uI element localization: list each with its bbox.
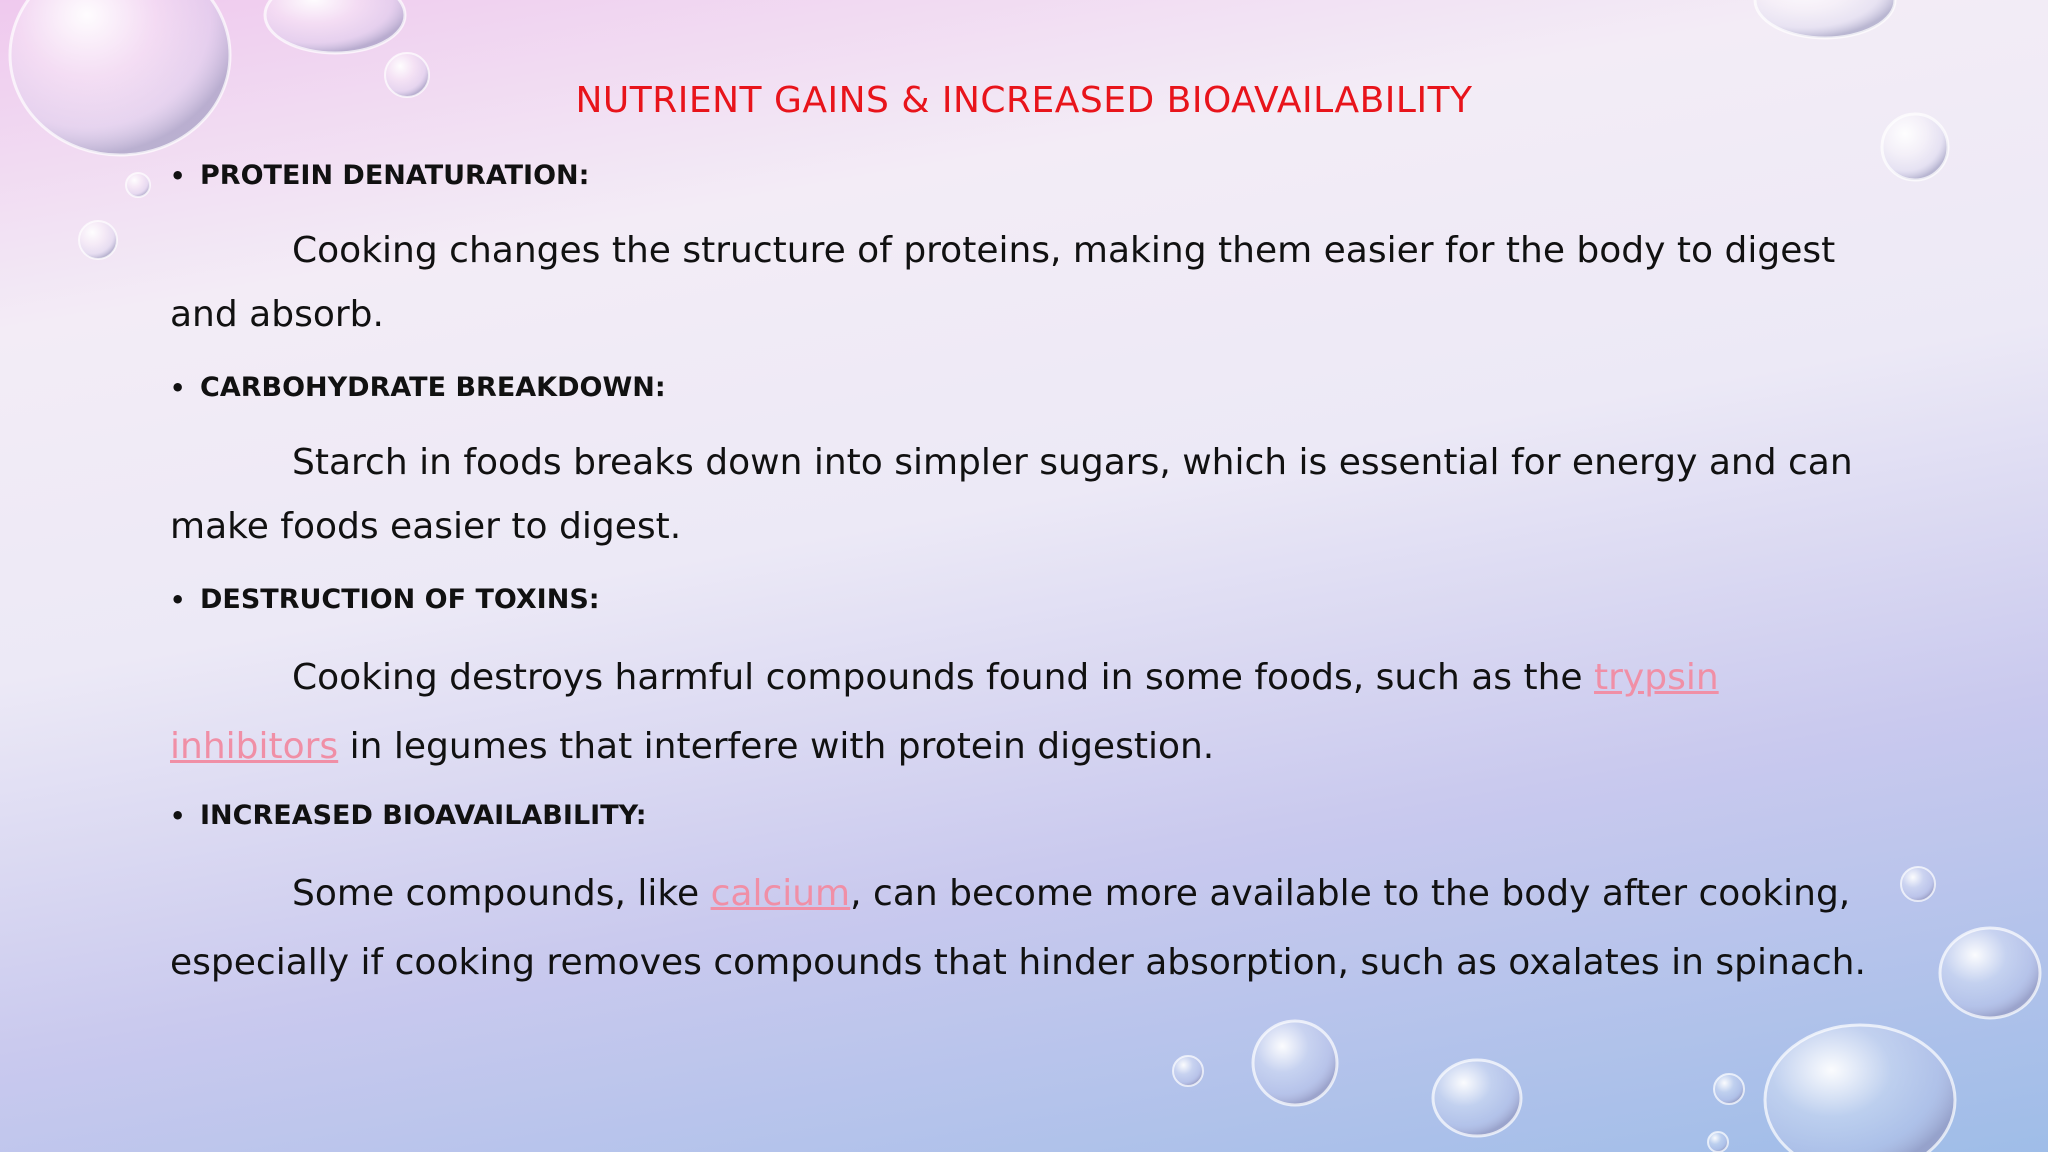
bubble-icon <box>1714 1074 1744 1104</box>
bubble-icon <box>1940 928 2040 1018</box>
bubble-icon <box>265 0 405 53</box>
section-heading-bioavailability <box>170 795 1890 837</box>
section-heading-toxins <box>170 579 1890 621</box>
bubble-icon <box>1882 114 1948 180</box>
bubble-icon <box>1173 1056 1203 1086</box>
section-heading-label: PROTEIN DENATURATION: <box>200 160 590 191</box>
bubble-icon <box>1708 1132 1728 1152</box>
section-text-carbohydrate: Starch in foods breaks down into simpler sugars, which is essential for energy and can make foods easier to digest. <box>170 442 1853 547</box>
bubble-icon <box>10 0 230 155</box>
section-heading-protein <box>170 155 1890 197</box>
section-text-toxins <box>170 643 1890 781</box>
trypsin-inhibitors-link[interactable]: trypsin inhibitors <box>170 657 1719 767</box>
section-heading-carbohydrate <box>170 367 1890 409</box>
section-text-protein: Cooking changes the structure of proteins, making them easier for the body to digest and absorb. <box>170 230 1836 335</box>
slide-content <box>170 155 1890 997</box>
text-segment: Some compounds, like <box>292 873 711 914</box>
bubble-icon <box>1901 867 1935 901</box>
section-heading-label: INCREASED BIOAVAILABILITY: <box>200 800 647 831</box>
section-text-bioavailability <box>170 859 1890 997</box>
calcium-link[interactable]: calcium <box>710 873 851 914</box>
text-segment: , can become more available to the body after cooking, especially if cooking removes compounds that hinder absorption, such as oxalates in spinach. <box>170 873 1866 983</box>
bullet-icon: • <box>170 374 186 402</box>
bubble-icon <box>1253 1021 1337 1105</box>
text-segment: in legumes that interfere with protein digestion. <box>338 726 1215 767</box>
slide-title: NUTRIENT GAINS & INCREASED BIOAVAILABILITY <box>575 80 1473 121</box>
bullet-icon: • <box>170 586 186 614</box>
bubble-icon <box>1755 0 1895 38</box>
bullet-icon: • <box>170 162 186 190</box>
bubble-icon <box>1765 1025 1955 1152</box>
bubble-icon <box>126 173 150 197</box>
bullet-icon: • <box>170 802 186 830</box>
section-heading-label: DESTRUCTION OF TOXINS: <box>200 584 600 615</box>
bubble-icon <box>1433 1060 1521 1136</box>
text-segment: Cooking destroys harmful compounds found in some foods, such as the <box>292 657 1595 698</box>
bubble-icon <box>79 221 117 259</box>
section-heading-label: CARBOHYDRATE BREAKDOWN: <box>200 372 666 403</box>
